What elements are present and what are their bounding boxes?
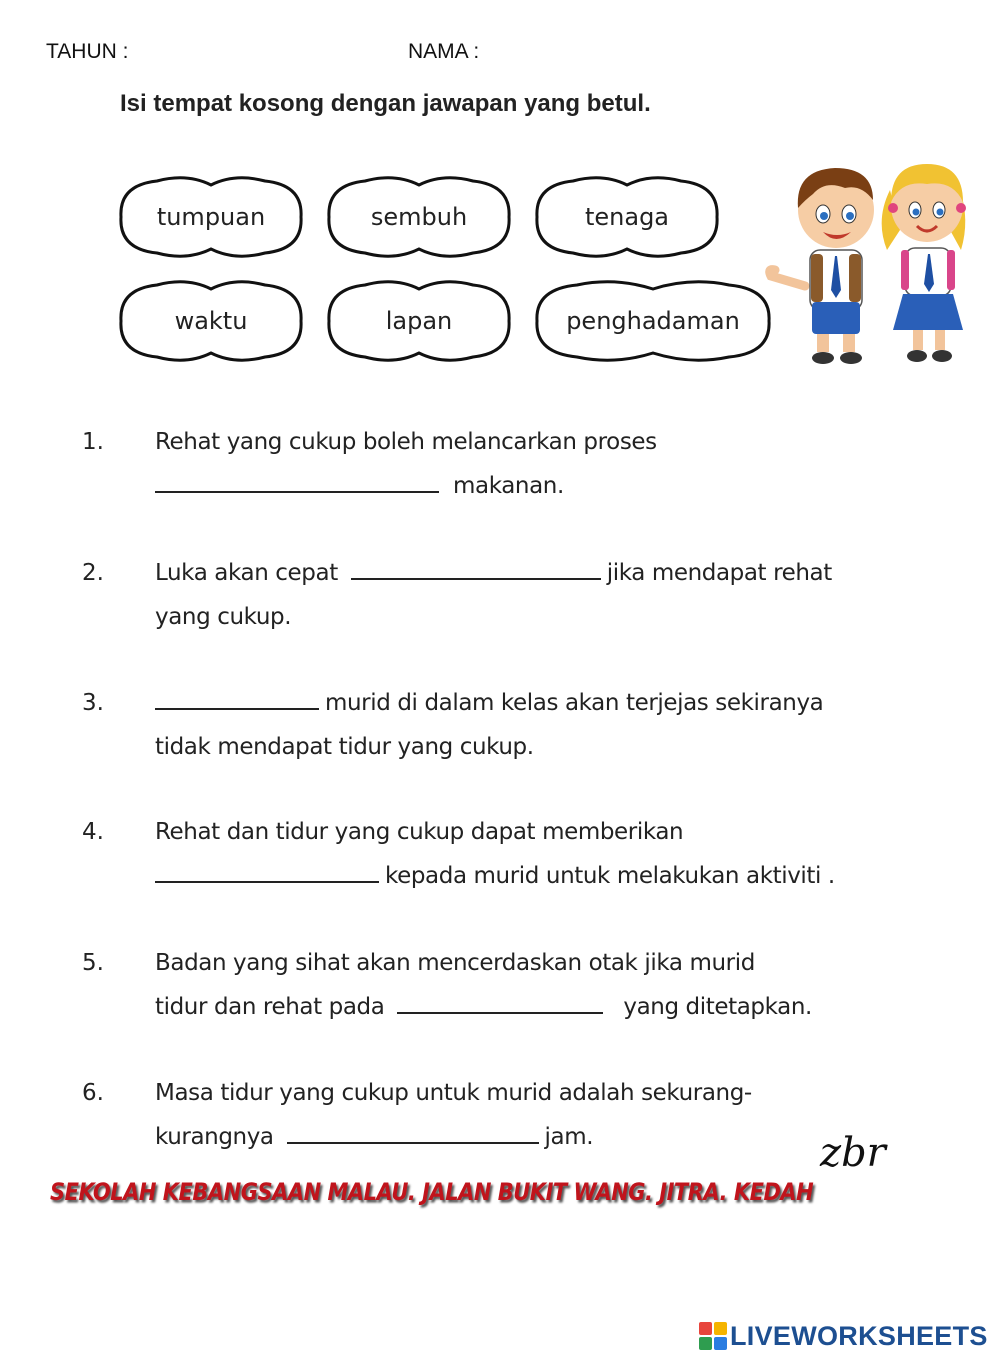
school-name-banner: SEKOLAH KEBANGSAAN MALAU. JALAN BUKIT WANG. JITRA. KEDAH: [50, 1178, 814, 1206]
school-children-illustration: [765, 150, 970, 375]
signature: zbr: [820, 1130, 886, 1176]
liveworksheets-logo-text: LIVEWORKSHEETS: [730, 1320, 988, 1351]
word-bank-item-tenaga[interactable]: [533, 175, 721, 259]
question-line: [155, 994, 812, 1034]
question-number: 6.: [82, 1080, 104, 1106]
question-line: [155, 473, 564, 513]
question-line: [155, 560, 832, 600]
girl-figure: [882, 164, 966, 362]
question-line: [155, 1124, 593, 1164]
question-line: [155, 734, 534, 774]
question-text: yang cukup.: [155, 604, 292, 630]
answer-blank[interactable]: [397, 994, 603, 1014]
question-text: tidak mendapat tidur yang cukup.: [155, 734, 534, 760]
question-line: [155, 429, 657, 469]
word-bank-label: lapan: [385, 307, 453, 335]
answer-blank[interactable]: [155, 863, 379, 883]
answer-blank[interactable]: [155, 690, 319, 710]
question-text: Masa tidur yang cukup untuk murid adalah sekurang-: [155, 1080, 752, 1106]
question-text: Luka akan cepat: [155, 560, 338, 586]
question-number: 5.: [82, 950, 104, 976]
answer-blank[interactable]: [351, 560, 601, 580]
question-line: [155, 690, 823, 730]
word-bank-item-tumpuan[interactable]: [117, 175, 305, 259]
word-bank-label: penghadaman: [566, 307, 740, 335]
question-number: 4.: [82, 819, 104, 845]
instruction-heading: Isi tempat kosong dengan jawapan yang betul.: [120, 90, 651, 117]
liveworksheets-logo-icon: [698, 1321, 728, 1351]
word-bank-label: waktu: [174, 307, 248, 335]
question-line: [155, 950, 755, 990]
question-text: kurangnya: [155, 1124, 274, 1150]
question-text: tidur dan rehat pada: [155, 994, 385, 1020]
word-bank-item-lapan[interactable]: [325, 279, 513, 363]
question-text: yang ditetapkan.: [623, 994, 812, 1020]
word-bank-label: tenaga: [584, 203, 670, 231]
question-line: [155, 819, 683, 859]
question-text: jam.: [544, 1124, 594, 1150]
question-number: 2.: [82, 560, 104, 586]
question-text: jika mendapat rehat: [606, 560, 832, 586]
question-line: [155, 863, 835, 903]
question-line: [155, 1080, 752, 1120]
question-text: kepada murid untuk melakukan aktiviti .: [385, 863, 835, 889]
question-text: Badan yang sihat akan mencerdaskan otak jika murid: [155, 950, 755, 976]
question-number: 1.: [82, 429, 104, 455]
question-text: makanan.: [453, 473, 564, 499]
answer-blank[interactable]: [155, 473, 439, 493]
nama-label: NAMA :: [408, 40, 480, 63]
tahun-label: TAHUN :: [46, 40, 129, 63]
question-number: 3.: [82, 690, 104, 716]
liveworksheets-logo: [698, 1320, 988, 1352]
answer-blank[interactable]: [287, 1124, 539, 1144]
question-text: Rehat yang cukup boleh melancarkan proses: [155, 429, 657, 455]
word-bank-label: sembuh: [370, 203, 468, 231]
word-bank-item-waktu[interactable]: [117, 279, 305, 363]
word-bank-label: tumpuan: [156, 203, 266, 231]
word-bank-item-penghadaman[interactable]: [533, 279, 773, 363]
boy-figure: [770, 168, 874, 364]
word-bank-item-sembuh[interactable]: [325, 175, 513, 259]
question-text: Rehat dan tidur yang cukup dapat memberikan: [155, 819, 684, 845]
question-text: murid di dalam kelas akan terjejas sekiranya: [325, 690, 824, 716]
question-line: [155, 604, 291, 644]
